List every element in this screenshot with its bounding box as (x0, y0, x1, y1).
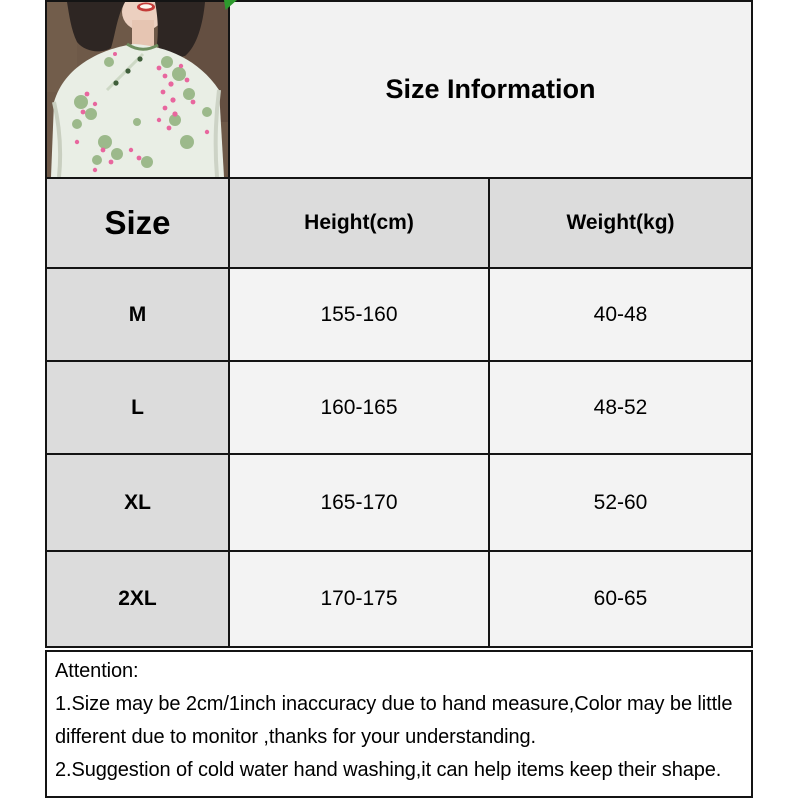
row-2xl-height: 170-175 (230, 552, 488, 646)
row-l-size-label: L (47, 362, 228, 453)
page-title: Size Information (385, 74, 596, 104)
row-l-height: 160-165 (230, 362, 488, 453)
size-table (45, 0, 753, 648)
row-m-weight: 40-48 (490, 269, 751, 360)
row-2xl-size-label: 2XL (47, 552, 228, 646)
column-header-size: Size (47, 179, 228, 267)
column-header-weight: Weight(kg) (490, 179, 751, 267)
row-xl-height: 165-170 (230, 455, 488, 550)
row-xl-size-label: XL (47, 455, 228, 550)
row-2xl-weight: 60-65 (490, 552, 751, 646)
size-information-header (230, 2, 751, 177)
row-m-size-label: M (47, 269, 228, 360)
column-header-height: Height(cm) (230, 179, 488, 267)
attention-note-1: 1.Size may be 2cm/1inch inaccuracy due to hand measure,Color may be little different due to monitor ,thanks for your understanding. (55, 693, 733, 748)
model-photo-illustration (47, 2, 228, 177)
row-l-weight: 48-52 (490, 362, 751, 453)
attention-note-2: 2.Suggestion of cold water hand washing,it can help items keep their shape. (55, 759, 722, 781)
product-photo (47, 2, 228, 177)
attention-title: Attention: (55, 660, 139, 682)
row-xl-weight: 52-60 (490, 455, 751, 550)
row-m-height: 155-160 (230, 269, 488, 360)
attention-box (45, 650, 753, 798)
